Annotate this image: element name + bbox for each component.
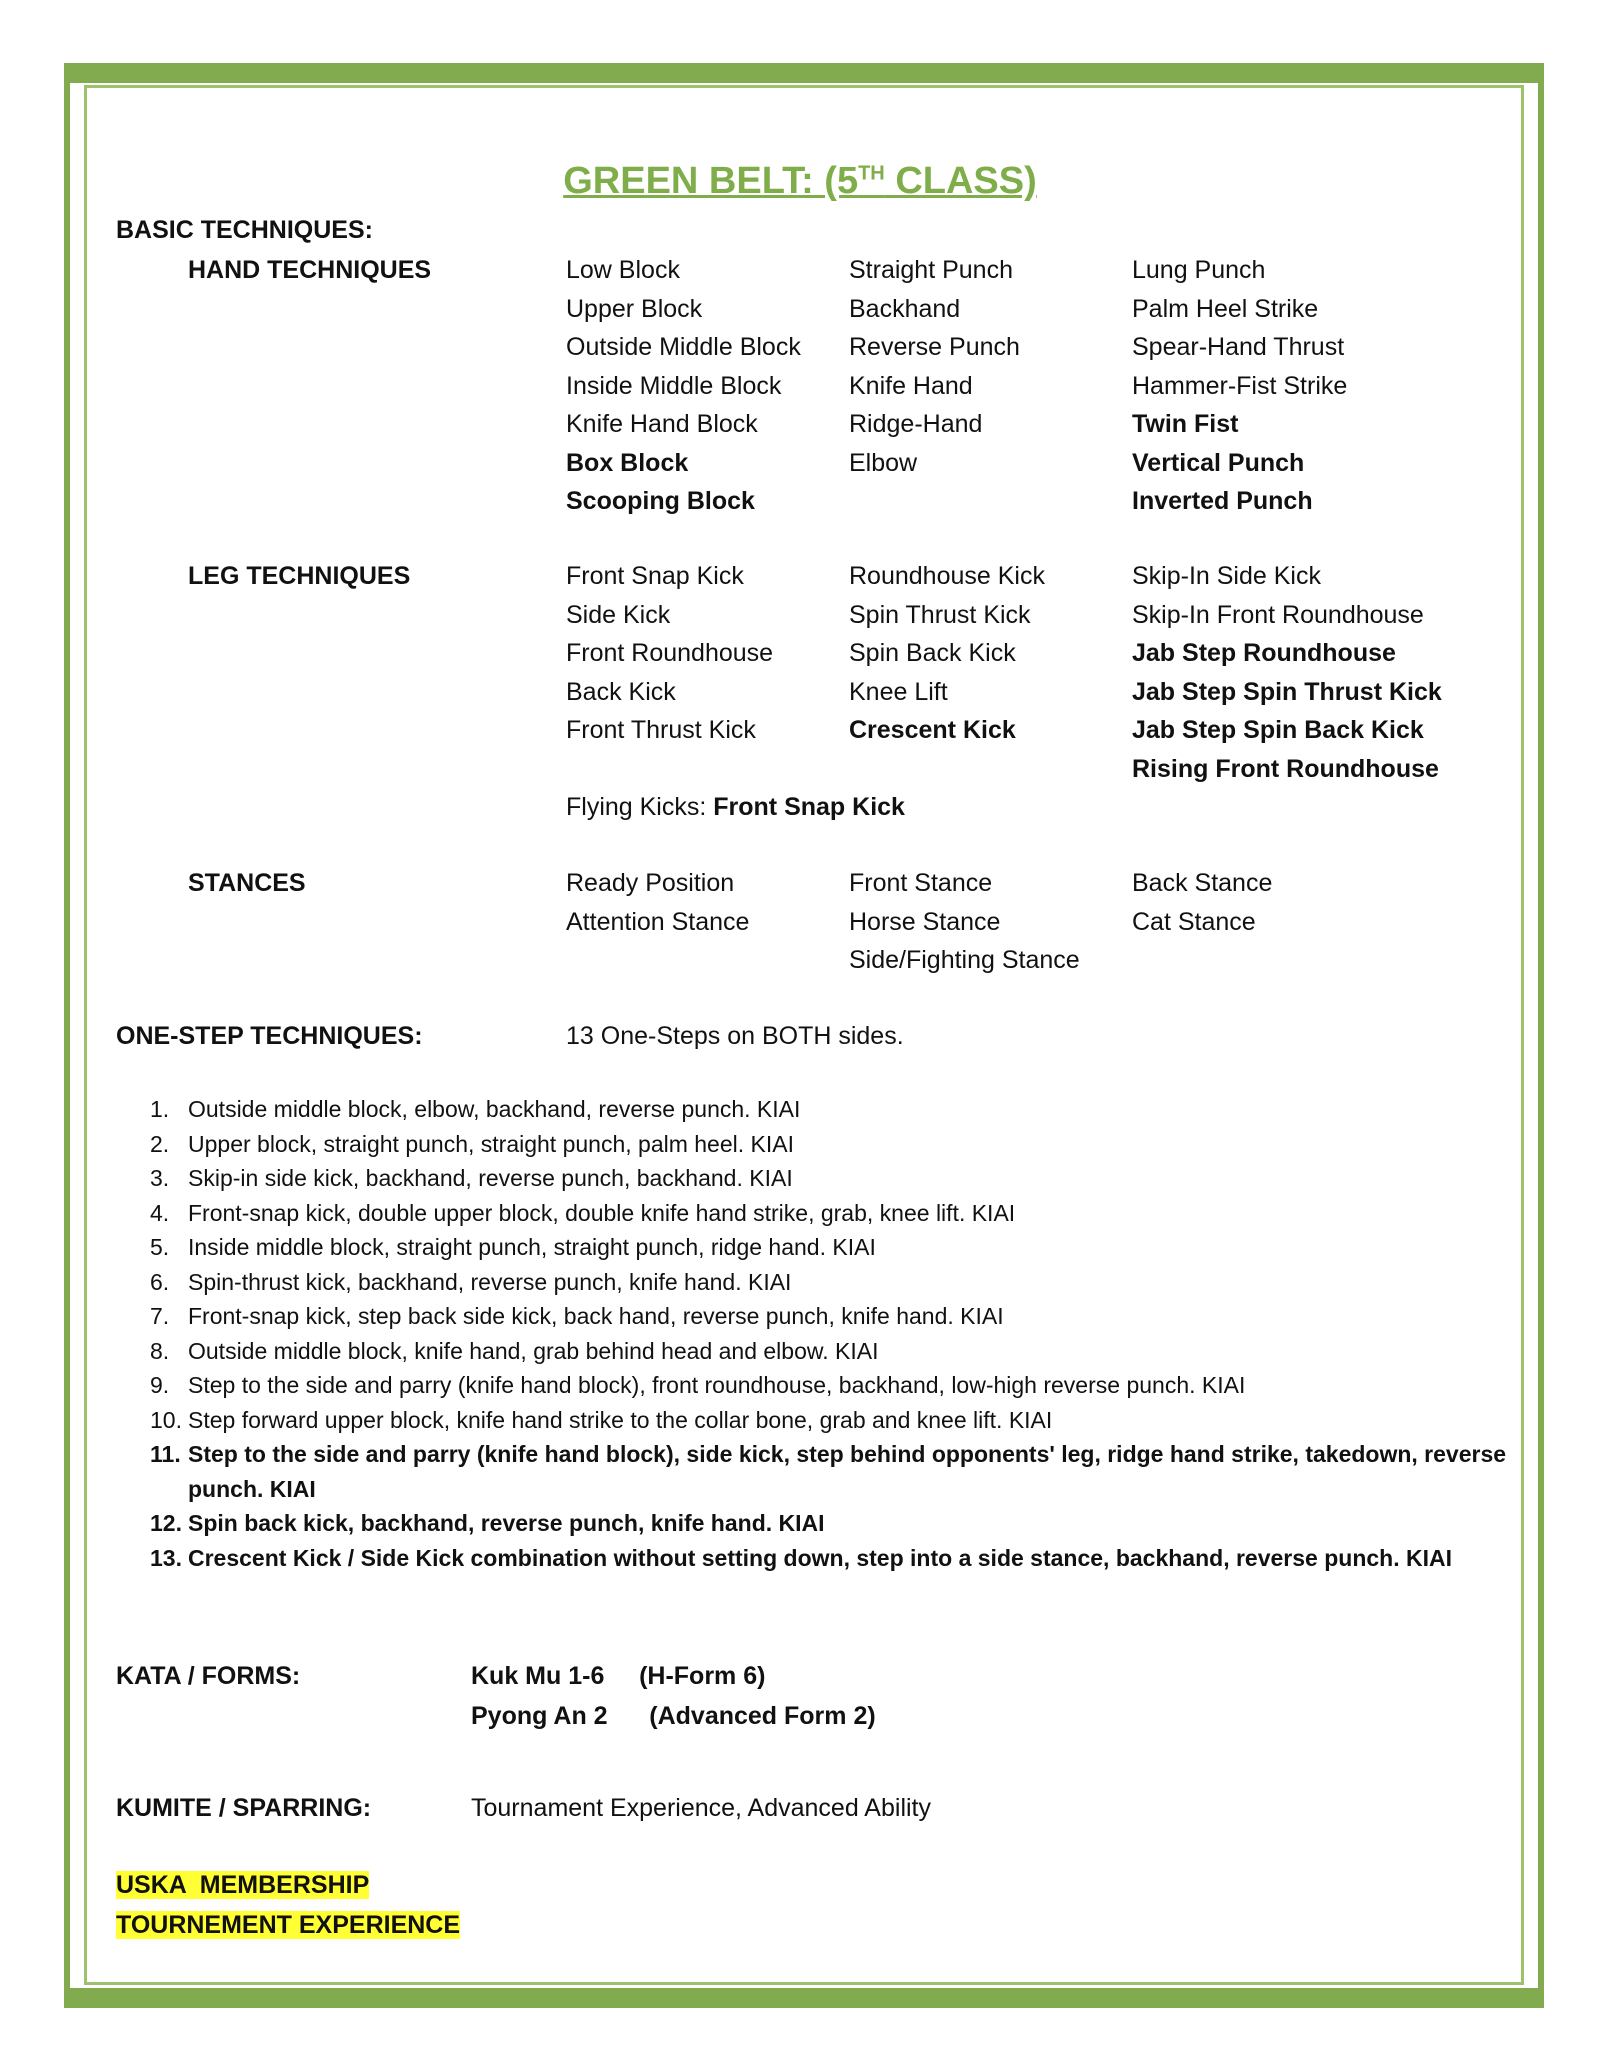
- item-number: 8.: [150, 1337, 170, 1364]
- technique-item: Jab Step Roundhouse: [1132, 639, 1396, 667]
- technique-item: Box Block: [566, 448, 689, 477]
- one-step-item: [150, 1437, 1510, 1506]
- hand-col-2: [849, 251, 1020, 482]
- technique-item: Skip-In Front Roundhouse: [1132, 600, 1424, 629]
- technique-item: Vertical Punch: [1132, 448, 1305, 477]
- item-number: 12.: [150, 1510, 182, 1536]
- item-number: 10.: [150, 1406, 182, 1433]
- one-step-item: [150, 1403, 1510, 1438]
- one-step-item: [150, 1230, 1510, 1265]
- item-number: 3.: [150, 1165, 170, 1191]
- item-text: Step to the side and parry (knife hand block), front roundhouse, backhand, low-high reverse punch. KIAI: [188, 1372, 1246, 1398]
- basic-techniques-heading: BASIC TECHNIQUES:: [116, 216, 373, 244]
- item-text: Inside middle block, straight punch, straight punch, ridge hand. KIAI: [188, 1234, 876, 1260]
- one-step-heading: ONE-STEP TECHNIQUES:: [116, 1022, 423, 1050]
- one-step-item: [150, 1161, 1510, 1196]
- technique-item: Attention Stance: [566, 907, 750, 936]
- one-step-list: [150, 1092, 1510, 1575]
- kumite-value: Tournament Experience, Advanced Ability: [471, 1794, 931, 1822]
- item-number: 9.: [150, 1372, 170, 1398]
- technique-item: Ready Position: [566, 869, 735, 897]
- item-text: Outside middle block, elbow, backhand, reverse punch. KIAI: [188, 1096, 801, 1122]
- item-text: Step to the side and parry (knife hand block), side kick, step behind opponents' leg, ridge hand strike, takedown, reverse punch. KIAI: [188, 1441, 1507, 1502]
- technique-item: Rising Front Roundhouse: [1132, 754, 1439, 783]
- technique-item: Ridge-Hand: [849, 410, 983, 438]
- technique-item: Hammer-Fist Strike: [1132, 371, 1348, 400]
- leg-col-1: [566, 557, 773, 750]
- stances-heading: STANCES: [188, 869, 306, 897]
- one-step-summary: 13 One-Steps on BOTH sides.: [566, 1022, 904, 1050]
- technique-item: Cat Stance: [1132, 907, 1256, 936]
- stances-col-3: [1132, 864, 1272, 941]
- technique-item: Inside Middle Block: [566, 371, 782, 400]
- flying-kicks: Flying Kicks: Front Snap Kick: [566, 793, 905, 821]
- item-text: Front-snap kick, double upper block, double knife hand strike, grab, knee lift. KIAI: [188, 1199, 1016, 1226]
- technique-item: Front Roundhouse: [566, 639, 774, 667]
- technique-item: Front Stance: [849, 869, 993, 897]
- item-text: Front-snap kick, step back side kick, back hand, reverse punch, knife hand. KIAI: [188, 1303, 1004, 1329]
- technique-item: Elbow: [849, 448, 918, 477]
- technique-item: Back Kick: [566, 677, 676, 706]
- kata-heading: KATA / FORMS:: [116, 1662, 301, 1690]
- technique-item: Knife Hand: [849, 371, 973, 400]
- uska-membership-note: USKA MEMBERSHIP: [116, 1871, 370, 1899]
- tournament-experience-note: TOURNEMENT EXPERIENCE: [116, 1911, 461, 1939]
- page-title: GREEN BELT: (5TH CLASS): [563, 160, 1037, 202]
- technique-item: Spin Back Kick: [849, 639, 1016, 667]
- item-number: 5.: [150, 1234, 170, 1260]
- technique-item: Side Kick: [566, 600, 671, 629]
- leg-col-3: [1132, 557, 1442, 788]
- technique-item: Back Stance: [1132, 869, 1273, 897]
- item-text: Upper block, straight punch, straight punch, palm heel. KIAI: [188, 1130, 794, 1157]
- technique-item: Outside Middle Block: [566, 333, 801, 361]
- item-number: 4.: [150, 1199, 170, 1226]
- technique-item: Upper Block: [566, 294, 703, 323]
- kata-line-1: Kuk Mu 1-6 (H-Form 6): [471, 1662, 766, 1690]
- technique-item: Spin Thrust Kick: [849, 600, 1031, 629]
- hand-techniques-heading: HAND TECHNIQUES: [188, 256, 432, 284]
- technique-item: Palm Heel Strike: [1132, 294, 1319, 323]
- item-number: 13.: [150, 1544, 182, 1571]
- one-step-item: [150, 1127, 1510, 1162]
- item-text: Spin-thrust kick, backhand, reverse punch, knife hand. KIAI: [188, 1268, 792, 1295]
- one-step-item: [150, 1299, 1510, 1334]
- one-step-item: [150, 1092, 1510, 1127]
- technique-item: Roundhouse Kick: [849, 562, 1045, 590]
- stances-col-1: [566, 864, 749, 941]
- technique-item: Backhand: [849, 294, 961, 323]
- item-number: 7.: [150, 1303, 170, 1329]
- one-step-item: [150, 1506, 1510, 1541]
- kumite-heading: KUMITE / SPARRING:: [116, 1794, 372, 1822]
- one-step-item: [150, 1541, 1510, 1576]
- item-text: Skip-in side kick, backhand, reverse punch, backhand. KIAI: [188, 1165, 793, 1191]
- leg-techniques-heading: LEG TECHNIQUES: [188, 562, 411, 590]
- kata-line-2: Pyong An 2 (Advanced Form 2): [471, 1702, 876, 1730]
- stances-col-2: [849, 864, 1080, 980]
- technique-item: Inverted Punch: [1132, 487, 1313, 515]
- technique-item: Front Snap Kick: [566, 562, 744, 590]
- leg-col-2: [849, 557, 1045, 750]
- item-text: Crescent Kick / Side Kick combination without setting down, step into a side stance, backhand, reverse punch. KIAI: [188, 1544, 1452, 1571]
- item-text: Spin back kick, backhand, reverse punch, knife hand. KIAI: [188, 1510, 825, 1536]
- item-text: Step forward upper block, knife hand strike to the collar bone, grab and knee lift. KIAI: [188, 1406, 1053, 1433]
- technique-item: Straight Punch: [849, 256, 1013, 284]
- technique-item: Twin Fist: [1132, 410, 1239, 438]
- technique-item: Scooping Block: [566, 487, 755, 515]
- technique-item: Spear-Hand Thrust: [1132, 333, 1345, 361]
- item-text: Outside middle block, knife hand, grab behind head and elbow. KIAI: [188, 1337, 879, 1364]
- technique-item: Knee Lift: [849, 677, 948, 706]
- item-number: 11.: [150, 1441, 181, 1467]
- technique-item: Jab Step Spin Thrust Kick: [1132, 677, 1442, 706]
- technique-item: Skip-In Side Kick: [1132, 562, 1321, 590]
- technique-item: Lung Punch: [1132, 256, 1266, 284]
- technique-item: Knife Hand Block: [566, 410, 758, 438]
- item-number: 6.: [150, 1268, 170, 1295]
- technique-item: Front Thrust Kick: [566, 716, 756, 744]
- hand-col-1: [566, 251, 801, 521]
- technique-item: Low Block: [566, 256, 680, 284]
- one-step-item: [150, 1265, 1510, 1300]
- item-number: 1.: [150, 1096, 170, 1122]
- technique-item: Horse Stance: [849, 907, 1001, 936]
- one-step-item: [150, 1368, 1510, 1403]
- technique-item: Side/Fighting Stance: [849, 946, 1080, 974]
- technique-item: Jab Step Spin Back Kick: [1132, 716, 1424, 744]
- technique-item: Reverse Punch: [849, 333, 1020, 361]
- item-number: 2.: [150, 1130, 170, 1157]
- hand-col-3: [1132, 251, 1347, 521]
- one-step-item: [150, 1334, 1510, 1369]
- technique-item: Crescent Kick: [849, 716, 1016, 744]
- one-step-item: [150, 1196, 1510, 1231]
